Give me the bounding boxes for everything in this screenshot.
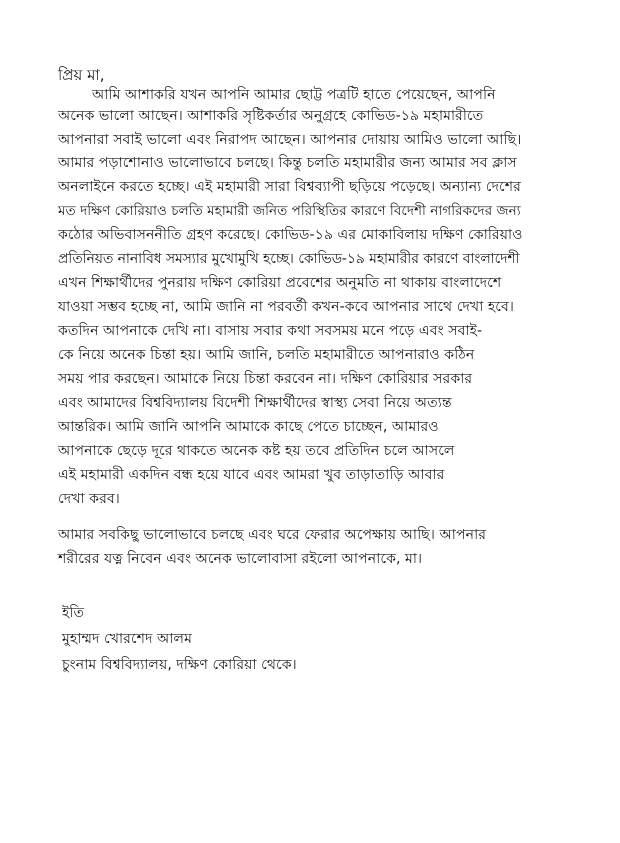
letter-line: দেখা করব। (58, 491, 120, 507)
letter-line: প্রতিনিয়ত নানাবিধ সমস্যার মুখোমুখি হচ্ছে। কোভিড-১৯ মহামারীর কারণে বাংলাদেশী (58, 251, 520, 267)
letter-line: অনেক ভালো আছেন। আশাকরি সৃষ্টিকর্তার অনুগ্রহে কোভিড-১৯ মহামারীতে (58, 108, 484, 124)
letter-line: আপনারা সবাই ভালো এবং নিরাপদ আছেন। আপনার দোয়ায় আমিও ভালো আছি। (58, 132, 522, 148)
sender-name: মুহাম্মদ খোরশেদ আলম (62, 631, 192, 647)
closing-word: ইতি (62, 605, 85, 621)
sender-place: চুংনাম বিশ্ববিদ্যালয়, দক্ষিণ কোরিয়া থেকে। (62, 657, 297, 673)
letter-line: অনলাইনে করতে হচ্ছে। এই মহামারী সারা বিশ্বব্যাপী ছড়িয়ে পড়েছে। অন্যান্য দেশের (58, 179, 521, 195)
letter-line: কে নিয়ে অনেক চিন্তা হয়। আমি জানি, চলতি মহামারীতে আপনারাও কঠিন (58, 347, 475, 363)
letter-line: এখন শিক্ষার্থীদের পুনরায় দক্ষিণ কোরিয়া প্রবেশের অনুমতি না থাকায় বাংলাদেশে (58, 275, 502, 291)
letter-line: আমার সবকিছু ভালোভাবে চলছে এবং ঘরে ফেরার অপেক্ষায় আছি। আপনার (58, 527, 487, 543)
letter-line: এবং আমাদের বিশ্ববিদ্যালয় বিদেশী শিক্ষার্থীদের স্বাস্থ্য সেবা নিয়ে অত্যন্ত (58, 395, 452, 411)
letter-line: যাওয়া সম্ভব হচ্ছে না, আমি জানি না পরবর্তী কখন-কবে আপনার সাথে দেখা হবে। (58, 299, 514, 315)
letter-salutation: প্রিয় মা, (58, 66, 105, 84)
letter-line: আমার পড়াশোনাও ভালোভাবে চলছে। কিন্তু চলতি মহামারীর জন্য আমার সব ক্লাস (58, 155, 517, 171)
letter-line: আপনাকে ছেড়ে দূরে থাকতে অনেক কষ্ট হয় তবে প্রতিদিন চলে আসলে (58, 443, 455, 459)
letter-line: আমি আশাকরি যখন আপনি আমার ছোট্ট পত্রটি হাতে পেয়েছেন, আপনি (92, 87, 496, 103)
letter-line: সময় পার করছেন। আমাকে নিয়ে চিন্তা করবেন না। দক্ষিণ কোরিয়ার সরকার (58, 371, 473, 387)
letter-line: কঠোর অভিবাসননীতি গ্রহণ করেছে। কোভিড-১৯ এর মোকাবিলায় দক্ষিণ কোরিয়াও (58, 227, 523, 243)
letter-line: মত দক্ষিণ কোরিয়াও চলতি মহামারী জনিত পরিস্থিতির কারণে বিদেশী নাগরিকদের জন্য (58, 203, 521, 219)
letter-line: শরীরের যত্ন নিবেন এবং অনেক ভালোবাসা রইলো আপনাকে, মা। (58, 551, 423, 567)
letter-line: আন্তরিক। আমি জানি আপনি আমাকে কাছে পেতে চাচ্ছেন, আমারও (58, 419, 439, 435)
letter-line: এই মহামারী একদিন বন্ধ হয়ে যাবে এবং আমরা খুব তাড়াতাড়ি আবার (58, 467, 445, 483)
letter-line: কতদিন আপনাকে দেখি না। বাসায় সবার কথা সবসময় মনে পড়ে এবং সবাই- (58, 323, 483, 339)
